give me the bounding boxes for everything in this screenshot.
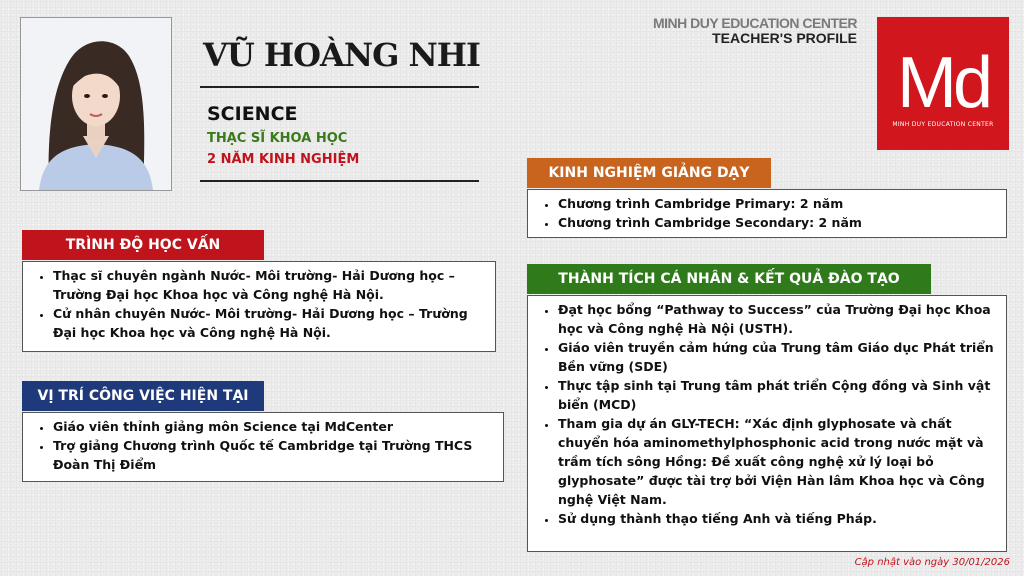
list-item: • Giáo viên truyền cảm hứng của Trung tâm Giáo dục Phát triển Bền vững (SDE)	[558, 338, 998, 376]
portrait-image	[21, 18, 171, 190]
position-list	[23, 413, 503, 478]
subject-label: SCIENCE	[207, 103, 298, 125]
updated-date: Cập nhật vào ngày 30/01/2026	[854, 557, 1010, 568]
teacher-photo	[20, 17, 172, 191]
teaching-box	[527, 189, 1007, 238]
list-item: • Cử nhân chuyên Nước- Môi trường- Hải Dương học – Trường Đại học Khoa học và Công nghệ Hà Nội.	[53, 304, 487, 342]
profile-subtitle: TEACHER'S PROFILE	[712, 30, 857, 46]
logo-text: MINH DUY EDUCATION CENTER	[892, 121, 994, 128]
achievements-header: THÀNH TÍCH CÁ NHÂN & KẾT QUẢ ĐÀO TẠO	[527, 264, 931, 294]
list-item: • Tham gia dự án GLY-TECH: “Xác định glyphosate và chất chuyển hóa aminomethylphosphonic acid trong nước mặt và trầm tích sông Hồng: Đề xuất công nghệ xử lý loại bỏ glyphosate” được tài trợ bởi Viện Hàn lâm Khoa học và Công nghệ Việt Nam.	[558, 414, 998, 509]
name-divider	[200, 86, 479, 88]
list-item: • Thạc sĩ chuyên ngành Nước- Môi trường- Hải Dương học – Trường Đại học Khoa học và Công nghệ Hà Nội.	[53, 266, 487, 304]
center-name: MINH DUY EDUCATION CENTER	[653, 15, 857, 31]
education-header: TRÌNH ĐỘ HỌC VẤN	[22, 230, 264, 260]
teaching-list	[528, 190, 1006, 236]
list-item: • Sử dụng thành thạo tiếng Anh và tiếng Pháp.	[558, 509, 998, 528]
teacher-name: VŨ HOÀNG NHI	[203, 36, 480, 74]
degree-label: THẠC SĨ KHOA HỌC	[207, 131, 348, 146]
info-divider	[200, 180, 479, 182]
teaching-header: KINH NGHIỆM GIẢNG DẠY	[527, 158, 771, 188]
list-item: • Chương trình Cambridge Primary: 2 năm	[558, 194, 998, 213]
md-logo	[877, 17, 1009, 150]
education-box	[22, 261, 496, 352]
experience-label: 2 NĂM KINH NGHIỆM	[207, 152, 360, 167]
education-list	[23, 262, 495, 346]
list-item: • Giáo viên thỉnh giảng môn Science tại MdCenter	[53, 417, 495, 436]
logo-mark: Md	[896, 43, 990, 123]
position-header: VỊ TRÍ CÔNG VIỆC HIỆN TẠI	[22, 381, 264, 411]
list-item: • Đạt học bổng “Pathway to Success” của Trường Đại học Khoa học và Công nghệ Hà Nội (USTH).	[558, 300, 998, 338]
list-item: • Chương trình Cambridge Secondary: 2 năm	[558, 213, 998, 232]
position-box	[22, 412, 504, 482]
list-item: • Trợ giảng Chương trình Quốc tế Cambridge tại Trường THCS Đoàn Thị Điểm	[53, 436, 495, 474]
achievements-list	[528, 296, 1006, 532]
achievements-box	[527, 295, 1007, 552]
list-item: • Thực tập sinh tại Trung tâm phát triển Cộng đồng và Sinh vật biển (MCD)	[558, 376, 998, 414]
